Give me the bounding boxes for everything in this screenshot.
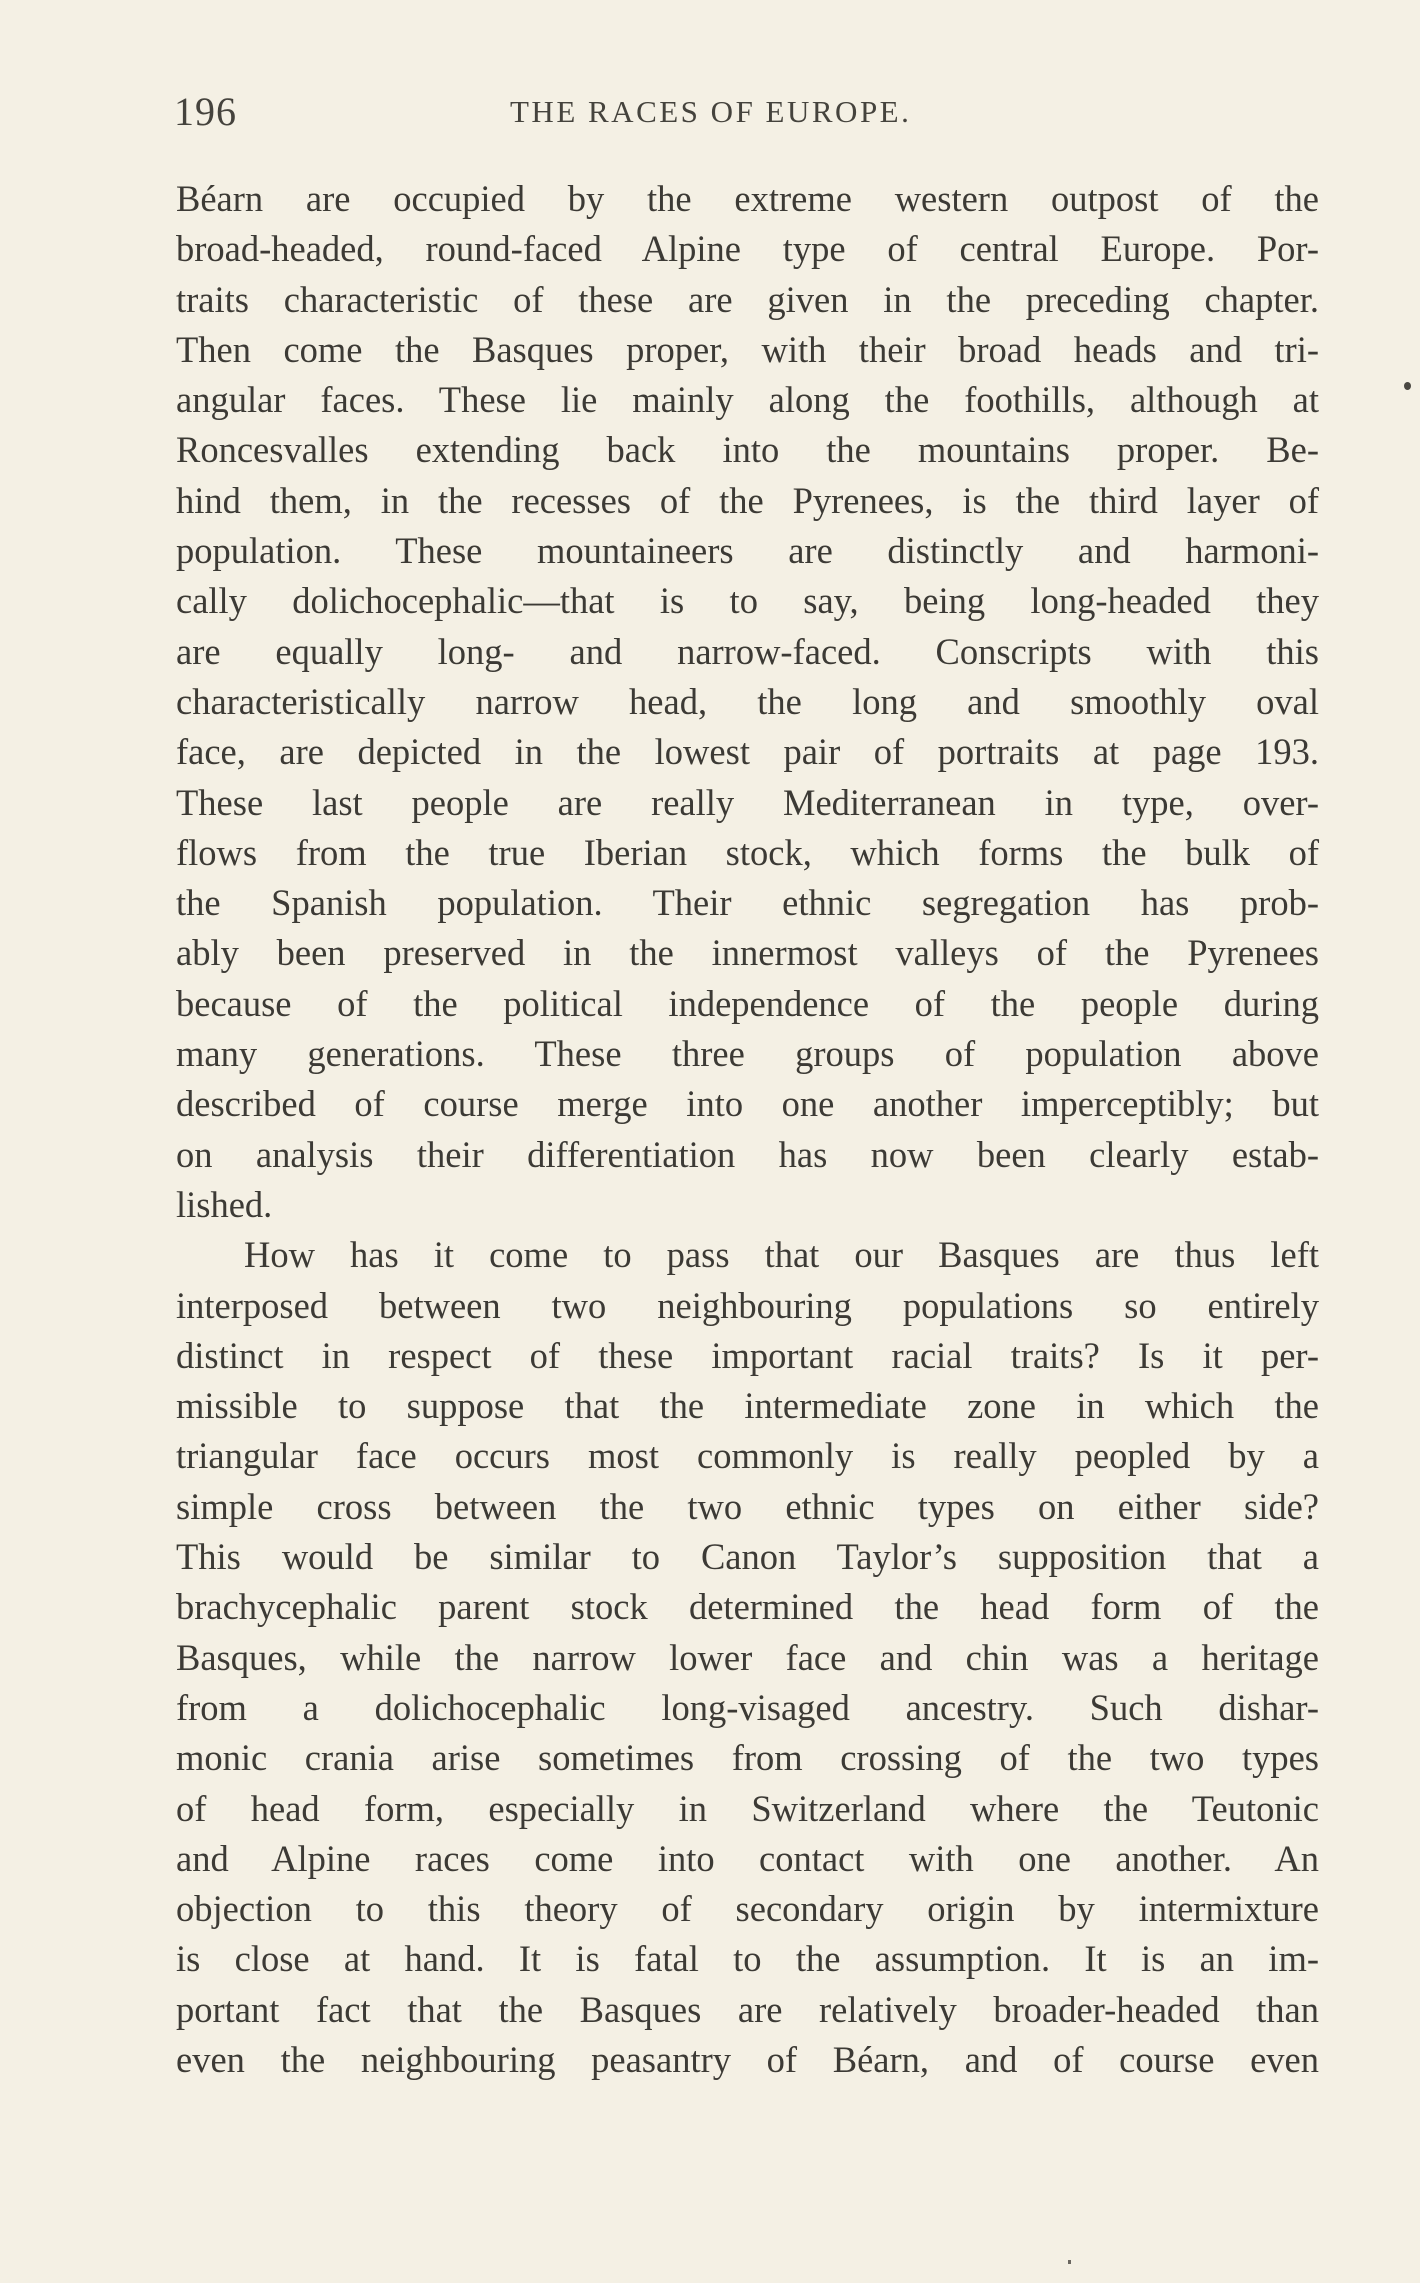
- ink-speck: [1404, 382, 1411, 390]
- text-line: interposed between two neighbouring populations so entirely: [176, 1284, 1319, 1326]
- text-line: Béarn are occupied by the extreme western outpost of the: [176, 178, 1319, 219]
- text-line: Then come the Basques proper, with their broad heads and tri-: [176, 328, 1319, 370]
- text-line: even the neighbouring peasantry of Béarn, and of course even: [176, 2038, 1319, 2080]
- text-line: on analysis their differentiation has now been clearly estab-: [176, 1133, 1319, 1175]
- text-line: These last people are really Mediterranean in type, over-: [176, 781, 1319, 823]
- text-line: because of the political independence of the people during: [176, 982, 1319, 1024]
- paragraph-1: [176, 174, 1319, 1230]
- text-line: broad-headed, round-faced Alpine type of central Europe. Por-: [176, 228, 1319, 270]
- text-line: hind them, in the recesses of the Pyrenees, is the third layer of: [176, 479, 1319, 521]
- text-line: How has it come to pass that our Basques are thus left: [244, 1234, 1319, 1276]
- text-line: population. These mountaineers are distinctly and harmoni-: [176, 530, 1319, 572]
- text-line: traits characteristic of these are given in the preceding chapter.: [176, 278, 1319, 320]
- text-line: Basques, while the narrow lower face and chin was a heritage: [176, 1636, 1319, 1678]
- ink-speck: [1068, 2260, 1071, 2264]
- running-head: THE RACES OF EUROPE.: [510, 94, 912, 129]
- text-line: triangular face occurs most commonly is really peopled by a: [176, 1435, 1319, 1477]
- text-line: ably been preserved in the innermost valleys of the Pyrenees: [176, 932, 1319, 974]
- text-line: Roncesvalles extending back into the mountains proper. Be-: [176, 429, 1319, 471]
- text-line: described of course merge into one another imperceptibly; but: [176, 1083, 1319, 1125]
- text-line: characteristically narrow head, the long and smoothly oval: [176, 680, 1319, 722]
- text-line: is close at hand. It is fatal to the assumption. It is an im-: [176, 1938, 1319, 1980]
- text-line: cally dolichocephalic—that is to say, being long-headed they: [176, 580, 1319, 622]
- text-line: flows from the true Iberian stock, which forms the bulk of: [176, 831, 1319, 873]
- paragraph-2: [176, 1230, 1319, 2085]
- page-number: 196: [174, 89, 237, 134]
- text-line: of head form, especially in Switzerland where the Teutonic: [176, 1787, 1319, 1829]
- text-line: the Spanish population. Their ethnic segregation has prob-: [176, 882, 1319, 924]
- text-line: missible to suppose that the intermediate zone in which the: [176, 1385, 1319, 1427]
- text-line: from a dolichocephalic long-visaged ancestry. Such dishar-: [176, 1686, 1319, 1728]
- body-text: [176, 174, 1319, 2085]
- text-line: objection to this theory of secondary origin by intermixture: [176, 1888, 1319, 1930]
- text-line: This would be similar to Canon Taylor’s supposition that a: [176, 1536, 1319, 1578]
- text-line: many generations. These three groups of population above: [176, 1033, 1319, 1075]
- text-line: brachycephalic parent stock determined the head form of the: [176, 1586, 1319, 1628]
- text-line: distinct in respect of these important racial traits? Is it per-: [176, 1334, 1319, 1376]
- text-line: angular faces. These lie mainly along the foothills, although at: [176, 379, 1319, 421]
- text-line: face, are depicted in the lowest pair of portraits at page 193.: [176, 731, 1319, 773]
- text-line: simple cross between the two ethnic types on either side?: [176, 1485, 1319, 1527]
- text-line: are equally long- and narrow-faced. Conscripts with this: [176, 630, 1319, 672]
- text-line: portant fact that the Basques are relatively broader-headed than: [176, 1988, 1319, 2030]
- text-line: monic crania arise sometimes from crossing of the two types: [176, 1737, 1319, 1779]
- text-line: lished.: [176, 1183, 273, 1225]
- text-line: and Alpine races come into contact with one another. An: [176, 1837, 1319, 1879]
